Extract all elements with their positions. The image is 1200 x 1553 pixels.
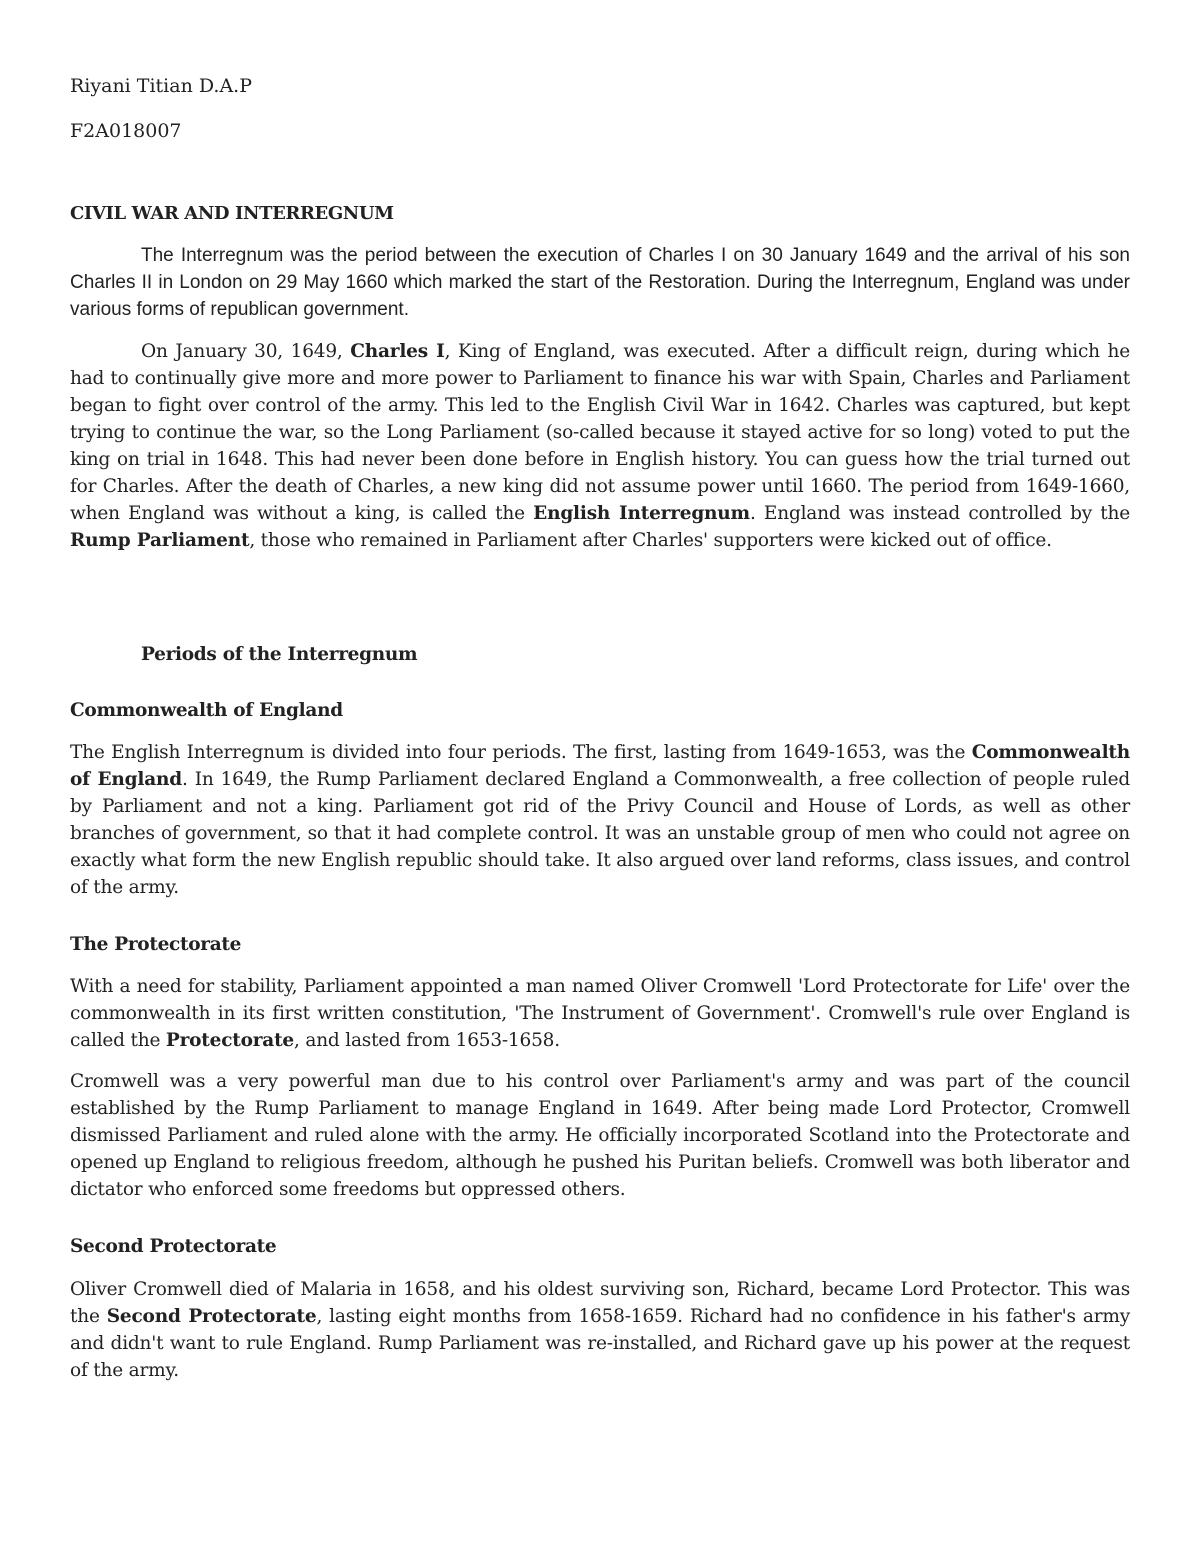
term-second-protectorate: Second Protectorate: [106, 1306, 317, 1327]
commonwealth-heading: Commonwealth of England: [70, 700, 343, 721]
protectorate-paragraph-2: Cromwell was a very powerful man due to his control over Parliament's army and was part of the council established by the Rump Parliament to manage England in 1649. After being made Lord Protector, Cromwell dismissed Parliament and ruled alone with the army. He officially incorporated Scotland into the Protectorate and opened up England to religious freedom, although he pushed his Puritan beliefs. Cromwell was both liberator and dictator who enforced some freedoms but oppressed others.: [70, 1071, 1130, 1200]
protectorate-text-2: , and lasted from 1653-1658.: [294, 1030, 560, 1051]
term-charles-i: Charles I: [350, 341, 445, 362]
overview-text-4: , those who remained in Parliament after Charles' supporters were kicked out of office.: [249, 530, 1052, 551]
author-name: Riyani Titian D.A.P: [70, 75, 253, 97]
overview-paragraph: [70, 338, 1130, 554]
overview-text-1: On January 30, 1649,: [141, 341, 351, 362]
commonwealth-paragraph: [70, 739, 1130, 901]
protectorate-text-1: With a need for stability, Parliament appointed a man named Oliver Cromwell 'Lord Protectorate for Life' over the commonwealth in its first written constitution, 'The Instrument of Government'. Cromwell's rule over England is called the: [70, 976, 1130, 1051]
term-rump-parliament: Rump Parliament: [70, 530, 250, 551]
protectorate-paragraph-1: [70, 973, 1130, 1054]
protectorate-heading: The Protectorate: [70, 934, 242, 955]
document-title: CIVIL WAR AND INTERREGNUM: [70, 203, 394, 224]
second-protectorate-text-1: Oliver Cromwell died of Malaria in 1658, and his oldest surviving son, Richard, became Lord Protector. This was the: [70, 1279, 1130, 1327]
overview-text-3: . England was instead controlled by the: [749, 503, 1130, 524]
second-protectorate-heading: Second Protectorate: [70, 1236, 277, 1257]
intro-paragraph: The Interregnum was the period between the execution of Charles I on 30 January 1649 and the arrival of his son Charles II in London on 29 May 1660 which marked the start of the Restoration. During the Interregnum, England was under various forms of republican government.: [70, 245, 1130, 320]
commonwealth-text-2: . In 1649, the Rump Parliament declared England a Commonwealth, a free collection of people ruled by Parliament and not a king. Parliament got rid of the Privy Council and House of Lords, as well as other branches of government, so that it had complete control. It was an unstable group of men who could not agree on exactly what form the new English republic should take. It also argued over land reforms, class issues, and control of the army.: [70, 769, 1130, 898]
commonwealth-text-1: The English Interregnum is divided into four periods. The first, lasting from 1649-1653, was the: [70, 742, 972, 763]
term-protectorate: Protectorate: [165, 1030, 294, 1051]
term-english-interregnum: English Interregnum: [533, 503, 750, 524]
second-protectorate-paragraph: [70, 1276, 1130, 1384]
term-commonwealth-of-england: Commonwealth of England: [70, 742, 1130, 790]
second-protectorate-text-2: , lasting eight months from 1658-1659. Richard had no confidence in his father's army and didn't want to rule England. Rump Parliament was re-installed, and Richard gave up his power at the request of the army.: [70, 1306, 1130, 1381]
periods-heading: Periods of the Interregnum: [141, 644, 418, 665]
student-id: F2A018007: [70, 120, 182, 142]
overview-text-2: , King of England, was executed. After a difficult reign, during which he had to continually give more and more power to Parliament to finance his war with Spain, Charles and Parliament began to fight over control of the army. This led to the English Civil War in 1642. Charles was captured, but kept trying to continue the war, so the Long Parliament (so-called because it stayed active for so long) voted to put the king on trial in 1648. This had never been done before in English history. You can guess how the trial turned out for Charles. After the death of Charles, a new king did not assume power until 1660. The period from 1649-1660, when England was without a king, is called the: [70, 341, 1131, 524]
